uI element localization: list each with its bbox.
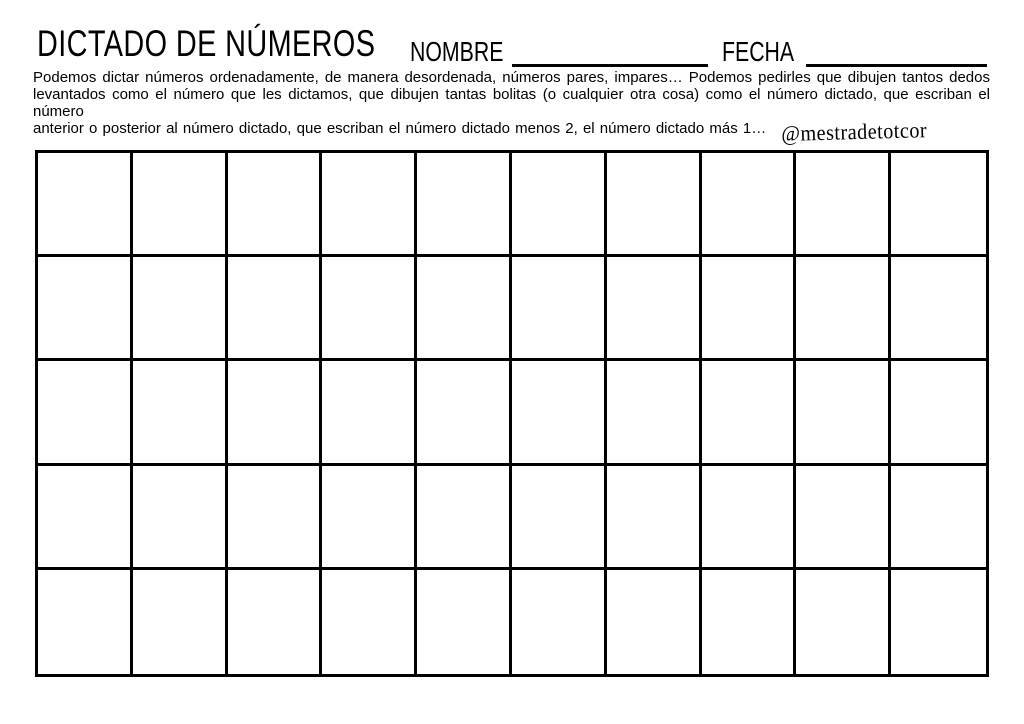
name-input-line[interactable] [512, 64, 708, 67]
grid-cell-r3-c10[interactable] [891, 361, 986, 465]
grid-cell-r3-c9[interactable] [796, 361, 891, 465]
grid-cell-r5-c6[interactable] [512, 570, 607, 674]
date-field-label: FECHA [722, 36, 795, 67]
grid-cell-r3-c4[interactable] [322, 361, 417, 465]
name-field-label: NOMBRE [410, 36, 504, 67]
grid-cell-r1-c7[interactable] [607, 153, 702, 257]
grid-cell-r2-c6[interactable] [512, 257, 607, 361]
grid-cell-r1-c9[interactable] [796, 153, 891, 257]
grid-cell-r5-c10[interactable] [891, 570, 986, 674]
grid-cell-r1-c6[interactable] [512, 153, 607, 257]
date-input-line[interactable] [806, 64, 987, 67]
grid-cell-r4-c6[interactable] [512, 466, 607, 570]
grid-cell-r2-c4[interactable] [322, 257, 417, 361]
instructions-line-2: levantados como el número que les dictamos, que dibujen tantas bolitas (o cualquier otra cosa) como el número dictado, que escriban el número [33, 86, 990, 120]
grid-cell-r2-c3[interactable] [228, 257, 323, 361]
grid-cell-r1-c4[interactable] [322, 153, 417, 257]
grid-cell-r5-c4[interactable] [322, 570, 417, 674]
number-grid [35, 150, 989, 677]
grid-cell-r4-c1[interactable] [38, 466, 133, 570]
grid-cell-r3-c5[interactable] [417, 361, 512, 465]
grid-cell-r1-c1[interactable] [38, 153, 133, 257]
grid-cell-r4-c8[interactable] [702, 466, 797, 570]
grid-cell-r3-c2[interactable] [133, 361, 228, 465]
author-handle: @mestradetotcor [780, 117, 928, 146]
grid-cell-r5-c3[interactable] [228, 570, 323, 674]
grid-cell-r3-c7[interactable] [607, 361, 702, 465]
grid-cell-r1-c10[interactable] [891, 153, 986, 257]
grid-cell-r3-c1[interactable] [38, 361, 133, 465]
grid-cell-r2-c9[interactable] [796, 257, 891, 361]
grid-cell-r2-c7[interactable] [607, 257, 702, 361]
grid-cell-r1-c8[interactable] [702, 153, 797, 257]
grid-cell-r1-c3[interactable] [228, 153, 323, 257]
grid-cell-r5-c2[interactable] [133, 570, 228, 674]
grid-cell-r2-c1[interactable] [38, 257, 133, 361]
grid-cell-r1-c2[interactable] [133, 153, 228, 257]
grid-cell-r4-c10[interactable] [891, 466, 986, 570]
grid-cell-r2-c2[interactable] [133, 257, 228, 361]
instructions-line-1: Podemos dictar números ordenadamente, de manera desordenada, números pares, impares… Podemos pedirles que dibujen tantos dedos [33, 69, 990, 86]
instructions-line-3: anterior o posterior al número dictado, que escriban el número dictado menos 2, el número dictado más 1… [33, 120, 767, 137]
grid-cell-r5-c9[interactable] [796, 570, 891, 674]
grid-cell-r5-c8[interactable] [702, 570, 797, 674]
grid-cell-r4-c2[interactable] [133, 466, 228, 570]
grid-cell-r3-c8[interactable] [702, 361, 797, 465]
grid-cell-r3-c3[interactable] [228, 361, 323, 465]
grid-cell-r4-c5[interactable] [417, 466, 512, 570]
grid-cell-r3-c6[interactable] [512, 361, 607, 465]
grid-cell-r5-c1[interactable] [38, 570, 133, 674]
grid-cell-r4-c9[interactable] [796, 466, 891, 570]
grid-cell-r4-c4[interactable] [322, 466, 417, 570]
page-title: DICTADO DE NÚMEROS [37, 23, 376, 64]
grid-cell-r5-c7[interactable] [607, 570, 702, 674]
grid-cell-r5-c5[interactable] [417, 570, 512, 674]
grid-cell-r1-c5[interactable] [417, 153, 512, 257]
grid-cell-r4-c3[interactable] [228, 466, 323, 570]
grid-cell-r2-c10[interactable] [891, 257, 986, 361]
grid-cell-r4-c7[interactable] [607, 466, 702, 570]
grid-cell-r2-c8[interactable] [702, 257, 797, 361]
grid-cell-r2-c5[interactable] [417, 257, 512, 361]
